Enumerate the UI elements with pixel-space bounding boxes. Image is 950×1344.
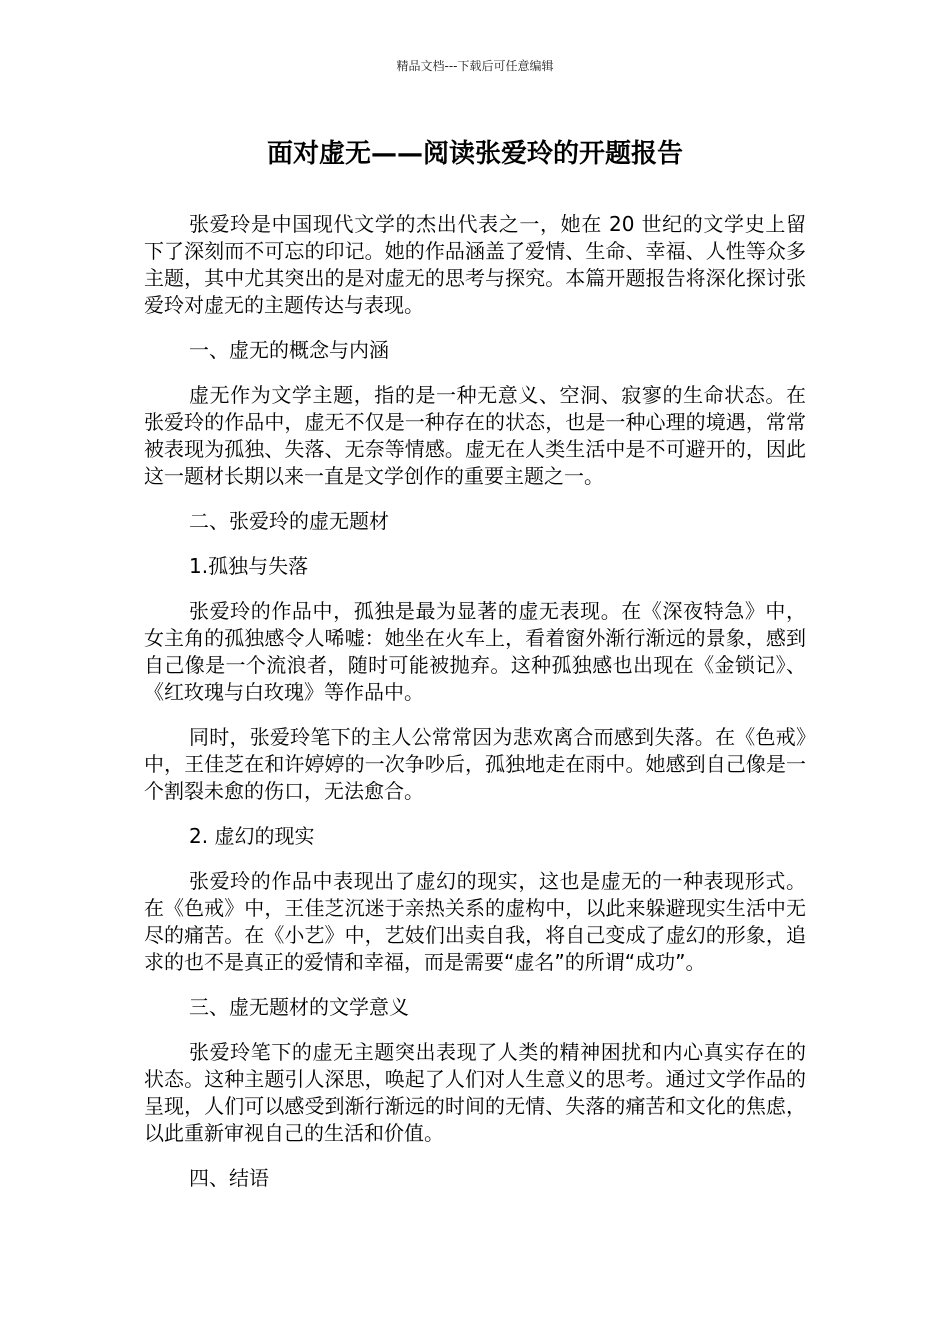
document-title: 面对虚无——阅读张爱玲的开题报告 [266, 139, 683, 169]
section-heading-4: 四、结语 [189, 1166, 269, 1190]
body-paragraph: 张爱玲的作品中表现出了虚幻的现实，这也是虚无的一种表现形式。在《色戒》中，王佳芝沉迷于亲热关系的虚构中，以此来躲避现实生活中无尽的痛苦。在《小艺》中，艺妓们出卖自我，将自己变成了虚幻的形象，追求的也不是真正的爱情和幸福，而是需要“虚名”的所谓“成功”。 [144, 869, 806, 974]
body-paragraph: 张爱玲笔下的虚无主题突出表现了人类的精神困扰和内心真实存在的状态。这种主题引人深思，唤起了人们对人生意义的思考。通过文学作品的呈现，人们可以感受到渐行渐远的时间的无情、失落的痛苦和文化的焦虑，以此重新审视自己的生活和价值。 [144, 1040, 806, 1145]
section-heading-2: 二、张爱玲的虚无题材 [189, 509, 389, 533]
body-paragraph: 同时，张爱玲笔下的主人公常常因为悲欢离合而感到失落。在《色戒》中，王佳芝在和许婷婷的一次争吵后，孤独地走在雨中。她感到自己像是一个割裂未愈的伤口，无法愈合。 [144, 725, 806, 803]
subsection-heading-2-1: 1.孤独与失落 [189, 554, 309, 578]
page-header-note: 精品文档---下载后可任意编辑 [396, 59, 554, 73]
body-paragraph: 虚无作为文学主题，指的是一种无意义、空洞、寂寥的生命状态。在张爱玲的作品中，虚无不仅是一种存在的状态，也是一种心理的境遇，常常被表现为孤独、失落、无奈等情感。虚无在人类生活中是不可避开的，因此这一题材长期以来一直是文学创作的重要主题之一。 [144, 383, 806, 488]
section-heading-3: 三、虚无题材的文学意义 [189, 995, 409, 1019]
document-body [144, 211, 806, 1210]
body-paragraph: 张爱玲的作品中，孤独是最为显著的虚无表现。在《深夜特急》中，女主角的孤独感令人唏嘘：她坐在火车上，看着窗外渐行渐远的景象，感到自己像是一个流浪者，随时可能被抛弃。这种孤独感也出现在《金锁记》、《红玫瑰与白玫瑰》等作品中。 [144, 599, 806, 704]
intro-paragraph: 张爱玲是中国现代文学的杰出代表之一，她在 20 世纪的文学史上留下了深刻而不可忘的印记。她的作品涵盖了爱情、生命、幸福、人性等众多主题，其中尤其突出的是对虚无的思考与探究。本篇开题报告将深化探讨张爱玲对虚无的主题传达与表现。 [144, 212, 806, 317]
subsection-heading-2-2: 2. 虚幻的现实 [189, 824, 315, 848]
section-heading-1: 一、虚无的概念与内涵 [189, 338, 389, 362]
